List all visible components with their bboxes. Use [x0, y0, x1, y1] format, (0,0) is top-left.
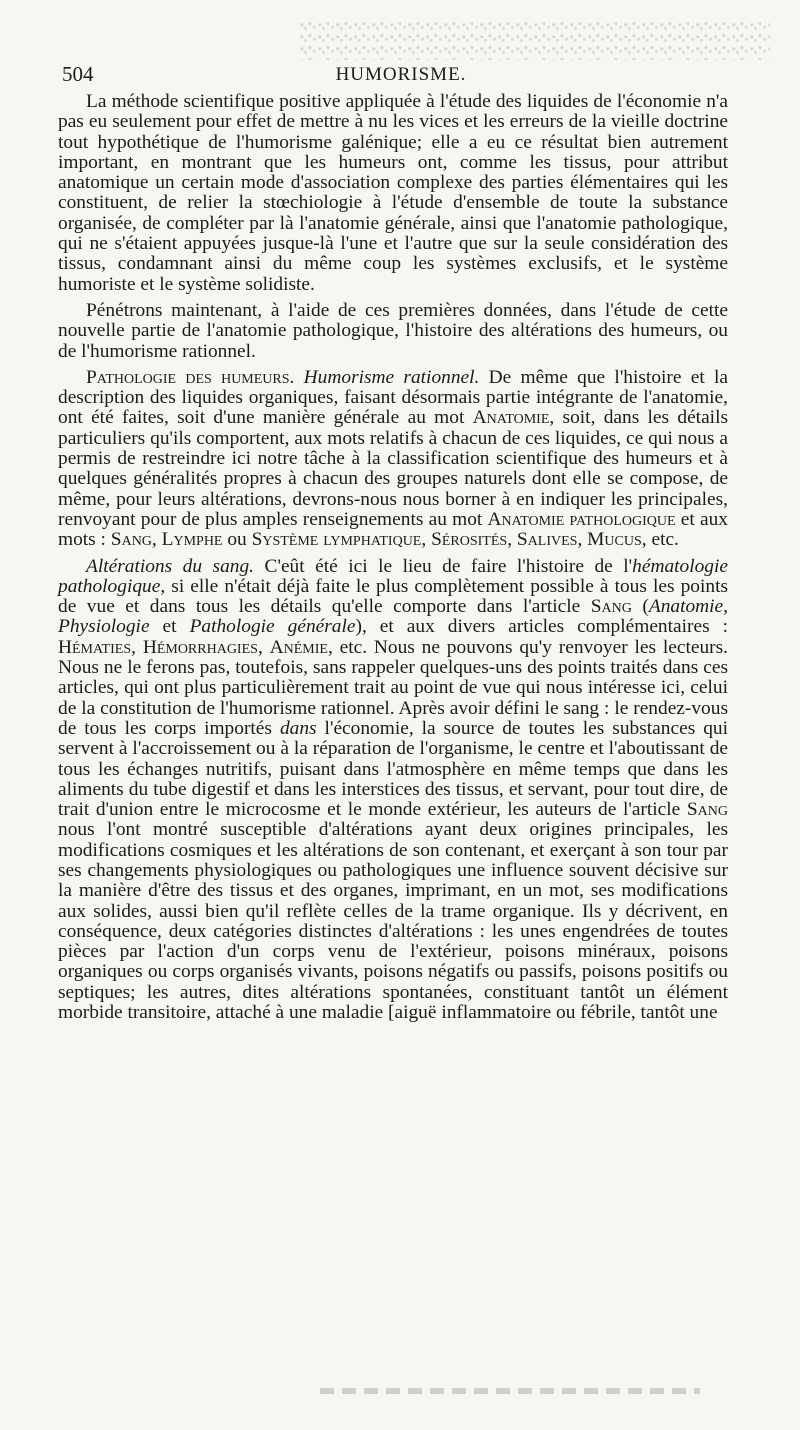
text-run: nous l'ont montré susceptible d'altérations ayant deux origines principales, les modifications cosmiques et les altérations de son contenant, et exerçant à son tour par ses changements physiologiques ou pathologiques une influence souvent décisive sur la manière d'être des tissus et des organes, imprimant, en un mot, ses modifications aux solides, aussi bien qu'il reflète celles de la trame organique. Ils y décrivent, en conséquence, deux catégories distinctes d'altérations : les unes engendrées de toutes pièces par l'action d'un corps venu de l'extérieur, poisons minéraux, poisons organiques ou corps organisés vivants, poisons négatifs ou passifs, poisons positifs ou septiques; les autres, dites altérations spontanées, constituant tantôt un élément morbide transitoire, attaché à une maladie [aiguë inflammatoire ou fébrile, tantôt une: [58, 819, 728, 1024]
cross-ref-sang: Sang: [590, 596, 632, 618]
text-run: De même que l'histoire et la description des liquides organiques, faisant désormais partie intégrante de l'anatomie, ont été faites, soit d'une manière générale au mot: [58, 366, 728, 429]
paragraph-2: Pénétrons maintenant, à l'aide de ces premières données, dans l'étude de cette nouvelle partie de l'anatomie pathologique, l'histoire des altérations des humeurs, ou de l'humorisme rationnel.: [58, 299, 728, 362]
cross-ref-anatomie: Anatomie: [472, 407, 550, 429]
cross-ref-serosites: Sérosités: [431, 529, 508, 551]
scan-artifact-bottom: [320, 1388, 700, 1394]
scan-artifact-top: [300, 20, 770, 60]
cross-ref-systeme-lymphatique: Système lymphatique: [251, 529, 422, 551]
cross-ref-hematies: Hématies: [58, 636, 132, 658]
paragraph-3: [58, 368, 728, 551]
section-lead: Pathologie des humeurs.: [86, 366, 295, 388]
text-run: (: [631, 596, 649, 618]
text-run: , si elle n'était déjà faite le plus complètement possible à tous les points de vue et dans tous les détails qu'elle comporte dans l'article: [58, 575, 728, 618]
text-run: C'eût été ici le lieu de faire l'histoire de l': [254, 555, 633, 577]
italic-run: dans: [279, 717, 317, 739]
text-run: l'économie, la source de toutes les substances qui servent à l'accroissement ou à la réparation de l'organisme, le centre et l'aboutissant de tous les échanges nutritifs, puisant dans l'atmosphère en même temps que dans les aliments du tube digestif et dans les interstices des tissus, et servant, pour tout dire, de trait d'union entre le microcosme et le monde extérieur, les auteurs de l'article: [58, 717, 729, 821]
running-head: HUMORISME.: [335, 64, 467, 85]
text-run: , soit, dans les détails particuliers qu'ils comportent, aux mots relatifs à chacun de ces liquides, ce qui nous a permis de restreindre ici notre tâche à la classification scientifique des humeurs et à quelques généralités propres à chacun des groupes naturels dont elle se compose, de même, pour leurs altérations, devrons-nous nous borner à en indiquer les principales, renvoyant pour de plus amples renseignements au mot: [58, 407, 728, 530]
text-run: ,: [151, 529, 162, 551]
italic-run: Anatomie, Physiologie: [58, 596, 729, 638]
paragraph-1: La méthode scientifique positive appliquée à l'étude des liquides de l'économie n'a pas eu seulement pour effet de mettre à nu les vices et les erreurs de la vieille doctrine tout hypothétique de l'humorisme galénique; elle a eu ce résultat bien autrement important, en montrant que les humeurs ont, comme les tissus, pour attribut anatomique un certain mode d'association complexe des parties élémentaires qui les constituent, de relier la stœchiologie à l'étude d'ensemble de toute la substance organisée, de compléter par là l'anatomie générale, ainsi que l'anatomie pathologique, qui ne s'étaient appuyées jusque-là l'une et l'autre que sur la seule considération des tissus, condamnant ainsi du même coup les systèmes exclusifs, et le système humoriste et le système solidiste.: [58, 91, 728, 295]
cross-ref-mucus: Mucus: [587, 529, 642, 551]
text-run: ,: [131, 636, 143, 658]
page-header: [62, 62, 740, 90]
text-run: ), et aux divers articles complémentaires :: [355, 616, 728, 638]
paragraph-4: [58, 557, 728, 1024]
text-run: , etc. Nous ne pouvons qu'y renvoyer les lecteurs. Nous ne le ferons pas, toutefois, sans rappeler quelques-uns des points traités dans ces articles, qui ont plus particulièrement trait au point de vue qui nous intéresse ici, celui de la constitution de l'humorisme rationnel. Après avoir défini le sang : le rendez-vous de tous les corps importés: [58, 636, 728, 739]
cross-ref-sang: Sang: [110, 529, 152, 551]
text-run: , etc.: [641, 529, 679, 551]
text-run: et aux mots :: [58, 508, 728, 551]
italic-run: hématologie pathologique: [58, 555, 728, 597]
page-number: 504: [62, 62, 94, 86]
cross-ref-hemorrhagies: Hémorrhagies: [142, 636, 258, 658]
cross-ref-anemie: Anémie: [269, 636, 328, 658]
article-body: [58, 92, 728, 1023]
cross-ref-lymphe: Lymphe: [161, 529, 223, 551]
text-run: ,: [577, 529, 588, 551]
cross-ref-salives: Salives: [516, 529, 578, 551]
text-run: ,: [257, 636, 270, 658]
text-run: ,: [421, 529, 432, 551]
section-lead-italic: Altérations du sang.: [86, 555, 255, 577]
cross-ref-sang: Sang: [686, 799, 728, 821]
text-run: ou: [222, 529, 252, 551]
italic-run: Pathologie générale: [189, 616, 356, 638]
text-run: ,: [507, 529, 517, 551]
text-run: et: [149, 616, 190, 638]
cross-ref-anatomie-pathologique: Anatomie pathologique: [487, 508, 676, 530]
section-lead-italic: Humorisme rationnel.: [303, 366, 480, 388]
